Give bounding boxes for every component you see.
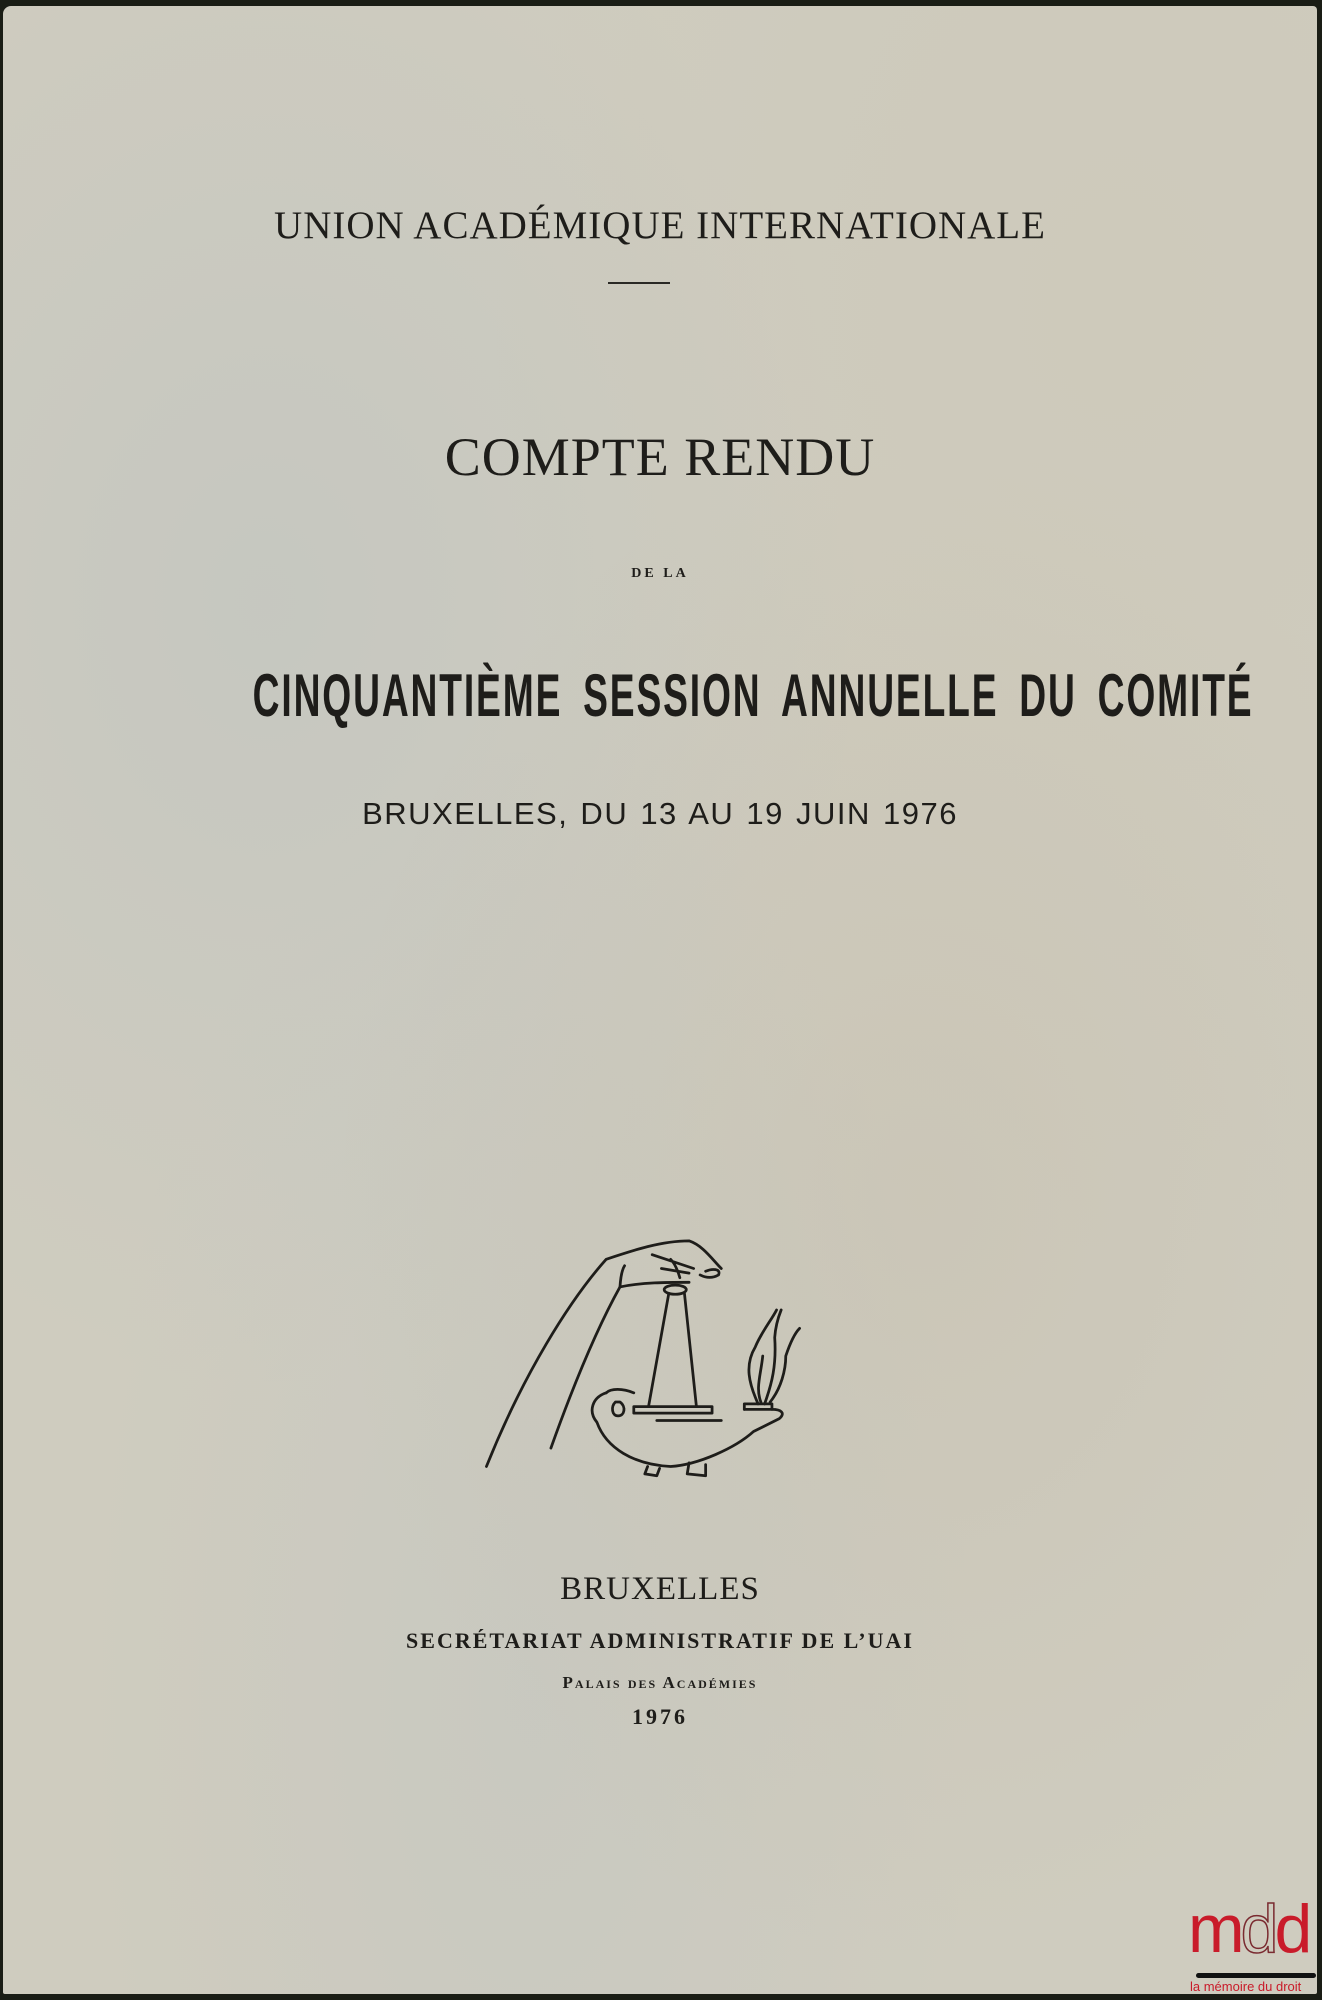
mdd-watermark-logo [1168,1889,1318,1994]
book-cover [3,6,1317,1994]
organization-name: UNION ACADÉMIQUE INTERNATIONALE [274,204,1046,247]
cover-title: COMPTE RENDU [444,427,876,487]
logo-tagline: la mémoire du droit [1190,1979,1302,1994]
imprint-year: 1976 [632,1704,688,1729]
logo-letter-m: m [1188,1891,1241,1967]
mdd-logo-letters [1188,1889,1308,1969]
logo-letter-d: d [1274,1891,1309,1967]
logo-letter-d-outline: d [1240,1891,1275,1967]
hand-holding-oil-lamp-icon [468,1211,818,1501]
logo-underline-bar [1196,1973,1316,1978]
session-dates: BRUXELLES, DU 13 AU 19 JUIN 1976 [362,796,958,831]
imprint-address: Palais des Académies [562,1673,758,1692]
imprint-publisher: SECRÉTARIAT ADMINISTRATIF DE L’UAI [406,1628,914,1653]
imprint-city: BRUXELLES [560,1571,760,1607]
divider-rule [608,282,670,284]
cover-subtitle: CINQUANTIÈME SESSION ANNUELLE DU COMITÉ [252,662,1254,729]
title-connector: DE LA [631,566,689,581]
